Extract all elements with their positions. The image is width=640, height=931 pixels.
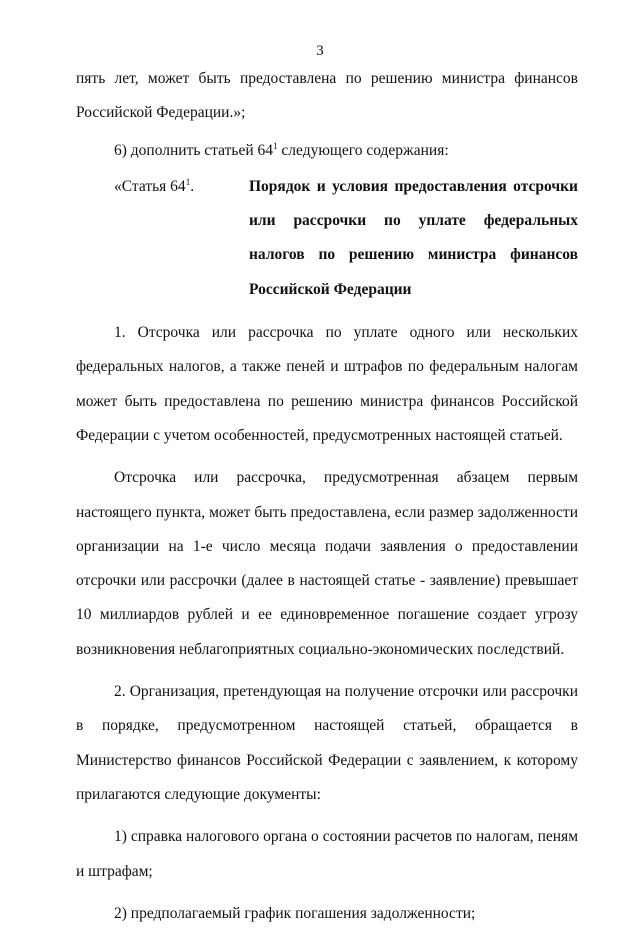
article-superscript: 1 — [185, 176, 191, 187]
article-number-suffix: . — [190, 177, 195, 195]
item-6-text: 6) дополнить статьей 64 — [114, 141, 274, 159]
paragraph-2: 2. Организация, претендующая на получение отсрочки или рассрочки в порядке, предусмотренном настоящей статьей, обращается в Министерство финансов Российской Федерации с заявлением, к которому прилагаются следующие документы: — [76, 683, 578, 803]
page-number: 3 — [316, 43, 324, 59]
list-item-1: 1) справка налогового органа о состоянии расчетов по налогам, пеням и штрафам; — [76, 828, 578, 880]
article-label — [114, 170, 249, 307]
item-6-paragraph — [76, 134, 578, 168]
item-6-superscript: 1 — [273, 140, 278, 151]
continuation-paragraph: пять лет, может быть предоставлена по решению министра финансов Российской Федерации.»; — [76, 70, 578, 122]
item-6-tail: следующего содержания: — [277, 141, 449, 159]
paragraph-1: 1. Отсрочка или рассрочка по уплате одного или нескольких федеральных налогов, а также пеней и штрафов по федеральным налогам может быть предоставлена по решению министра финансов Российской Федерации с учетом особенностей, предусмотренных настоящей статьей. — [76, 324, 578, 444]
document-body — [76, 62, 578, 931]
article-number: «Статья 64 — [114, 177, 186, 195]
paragraph-1-second: Отсрочка или рассрочка, предусмотренная абзацем первым настоящего пункта, может быть предоставлена, если размер задолженности организации на 1-е число месяца подачи заявления о предоставлении отсрочки или рассрочки (далее в настоящей статье - заявление) превышает 10 миллиардов рублей и ее единовременное погашение создает угрозу возникновения неблагоприятных социально-экономических последствий. — [76, 469, 578, 658]
article-title: Порядок и условия предоставления отсрочки или рассрочки по уплате федеральных налогов по решению министра финансов Российской Федерации — [249, 177, 578, 298]
list-item-2: 2) предполагаемый график погашения задолженности; — [114, 904, 476, 922]
article-heading — [76, 170, 578, 307]
